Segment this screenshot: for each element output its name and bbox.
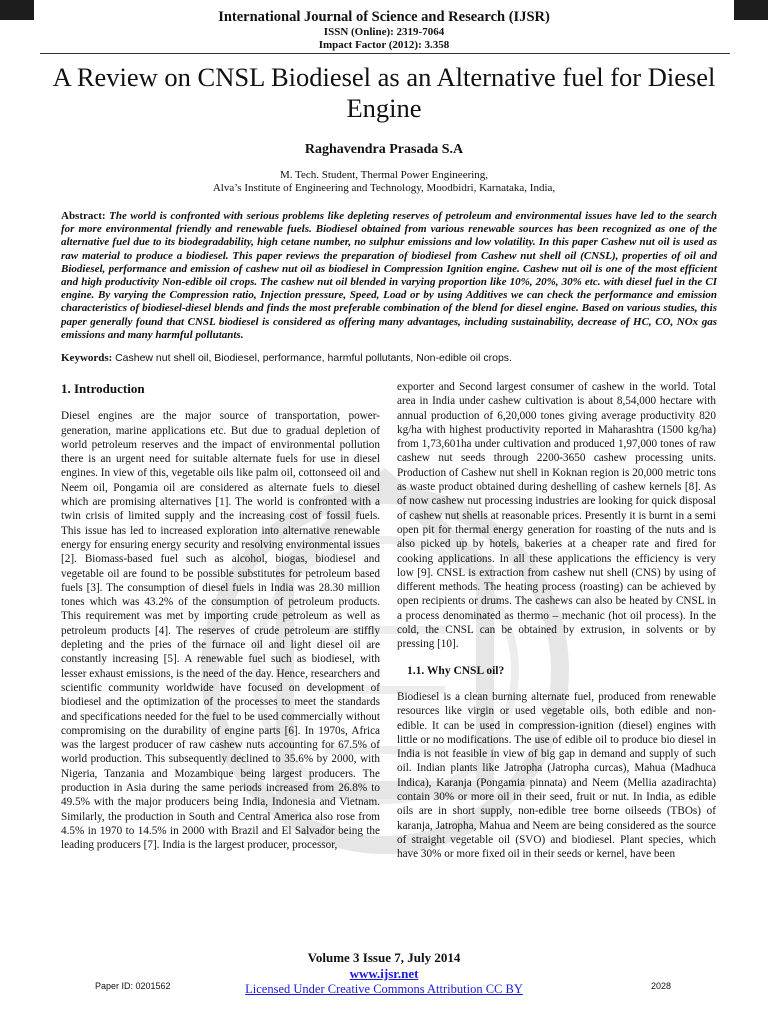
header-divider xyxy=(40,53,730,54)
journal-name: International Journal of Science and Research (IJSR) xyxy=(218,9,550,25)
affiliation-line-2: Alva’s Institute of Engineering and Technology, Moodbidri, Karnataka, India, xyxy=(212,182,556,194)
affiliation-line-1: M. Tech. Student, Thermal Power Engineering, xyxy=(279,169,489,181)
introduction-paragraph-continued: exporter and Second largest consumer of cashew in the world. Total area in India under cashew cultivation is about 8,54,000 hectare with annual production of 6,20,000 tones giving average productivity 820 kg/ha with highest productivity reported in Maharashtra (1500 kg/ha) from 1,73,601ha under cultivation and produced 1,97,000 tones of raw cashew nut seeds through 2200-3650 cashew processing units. Production of Cashew nut shell in Koknan region is 20,000 metric tons as waste product obtained during deshelling of cashew kernels [8]. As of now cashew nut processing industries are looking for quick disposal of cashew nut shells at reasonable prices. Presently it is burnt in a semi open pit for thermal energy generation for roasting of the nuts and is also picked up by hotels, bakeries at a cheaper rate and fired for cooking applications. In all these applications the efficiency is very low [9]. CNSL is extraction from cashew nut shell (CNS) by using of different methods. The heating process (roasting) can be achieved by open recipients or drums. The cashews can also be heated by CNSL in a process denominated as thermo – mechanic (hot oil process). In the cold, the CNSL can be obtained by extrusion, in solvents or by pressing [10]. xyxy=(397,381,716,651)
impact-factor: Impact Factor (2012): 3.358 xyxy=(318,39,450,51)
affiliation xyxy=(0,169,768,195)
keywords-text: Cashew nut shell oil, Biodiesel, performance, harmful pollutants, Non-edible oil crops. xyxy=(115,352,512,364)
subsection-heading-why-cnsl: 1.1. Why CNSL oil? xyxy=(407,664,505,677)
abstract xyxy=(61,210,717,342)
right-column xyxy=(397,380,716,862)
journal-website-link[interactable]: www.ijsr.net xyxy=(349,966,419,981)
paper-title: A Review on CNSL Biodiesel as an Alternative fuel for Diesel Engine xyxy=(52,62,716,123)
issn: ISSN (Online): 2319-7064 xyxy=(323,26,445,38)
section-heading-introduction: 1. Introduction xyxy=(61,381,145,396)
why-cnsl-paragraph: Biodiesel is a clean burning alternate fuel, produced from renewable resources like virgin or used vegetable oils, both edible and non-edible. It can be used in compression-ignition (diesel) engines with little or no modifications. The use of edible oil to produce bio diesel in India is not feasible in view of big gap in demand and supply of such oil. Indian plants like Jatropha (Jatropha curcas), Mahua (Madhuca Indica), Karanja (Pongamia pinnata) and Neem (Mellia azadirachta) contain 30% or more oil in their seed, fruit or nut. In India, as edible oils are in short supply, non-edible tree borne oilseeds (TBOs) of karanja, Jatropha, Mahua and Neem are being considered as the source of straight vegetable oil (SVO) and biodiesel. Plant species, which have 30% or more fixed oil in their seeds or kernel, have been xyxy=(397,690,716,861)
abstract-label: Abstract: xyxy=(61,210,106,222)
license-link[interactable]: Licensed Under Creative Commons Attribution CC BY xyxy=(245,982,523,996)
keywords xyxy=(61,352,717,365)
page-number: 2028 xyxy=(651,981,672,991)
keywords-label: Keywords: xyxy=(61,352,113,364)
journal-header xyxy=(0,8,768,52)
introduction-paragraph: Diesel engines are the major source of transportation, power-generation, marine applications etc. But due to gradual depletion of world petroleum reserves and the impact of environmental pollution there is an urgent need for suitable alternate fuels for use in diesel engines. In view of this, vegetable oils like palm oil, cottonseed oil and Neem oil, Pongamia oil are considered as alternate fuels to diesel which are promising alternatives [1]. The world is confronted with a twin crisis of limited supply and the increasing cost of fossil fuels. This issue has led to increased exploration into alternative renewable energy for ensuring energy security and resolving environmental issues [2]. Biomass-based fuel such as alcohol, biogas, biodiesel and vegetable oil are found to be possible substitutes for petroleum based fuels [3]. The consumption of diesel fuels in India was 28.30 million tones which was 43.2% of the consumption of petroleum products. This requirement was met by importing crude petroleum as well as petroleum products [4]. The reserves of crude petroleum are stiffly depleting and the pries of the furnace oil and light diesel oil are constantly increasing [5]. A renewable fuel such as biodiesel, with lesser exhaust emissions, is the need of the day. Hence, researchers and scientific community worldwide have focused on development of biodiesel and the optimization of the processes to meet the standards and specifications needed for the fuel to be used commercially without compromising on the durability of engine parts [6]. In 1970s, Africa was the largest producer of raw cashew nuts accounting for 67.5% of world production. This subsequently declined to 35.6% by 2000, with Nigeria, Tanzania and Mozambique being largest producers. The production in Asia during the same periods increased from 26.8% to 49.5% with the major producers being India, Indonesia and Vietnam. Similarly, the production in South and Central America also rose from 4.5% in 1970 to 14.5% in 2000 with Brazil and El Salvador being the leading producers [7]. India is the largest producer, processor, xyxy=(61,410,380,852)
author-name: Raghavendra Prasada S.A xyxy=(304,142,464,157)
volume-info: Volume 3 Issue 7, July 2014 xyxy=(307,950,461,965)
abstract-text: The world is confronted with serious problems like depleting reserves of petroleum and environmental issues have led to the search for more environmental friendly and renewable fuels. Biodiesel obtained from various renewable sources has been recognized as one of the alternative fuel due to its biodegradability, high cetane number, no sulphur emissions and low volatility. In this paper Cashew nut oil is used as raw material to produce a biodiesel. This paper reviews the preparation of biodiesel from Cashew nut shell oil (CNSL), properties of oil and Biodiesel, performance and emission of cashew nut oil as biodiesel in Compression Ignition engine. Cashew nut oil is one of the most efficient and high productivity Non-edible oil crops. The cashew nut oil blended in varying proportion like 10%, 20%, 30% etc. with diesel fuel in the CI engine. By varying the Compression ratio, Injection pressure, Speed, Load or by using Additives we can check the performance and emission characteristics of biodiesel-diesel blends and finds the most preferable combination of the blend for diesel engine. Based on various studies, this paper generally found that CNSL biodiesel is considered as offering many advantages, including sustainability, decrease of HC, CO, NOx gas emissions and many harmful pollutants. xyxy=(61,210,718,341)
left-column xyxy=(61,380,380,853)
paper-id: Paper ID: 0201562 xyxy=(95,981,171,991)
